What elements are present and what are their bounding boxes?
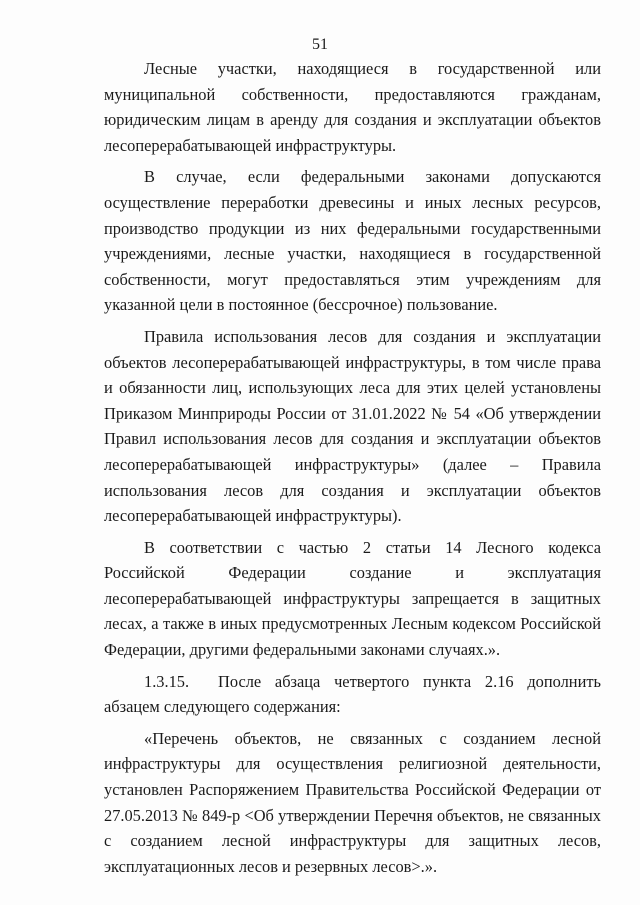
- page-number: 51: [312, 36, 328, 53]
- document-body: [104, 56, 601, 879]
- paragraph-quoted-amendment: «Перечень объектов, не связанных с созданием лесной инфраструктуры для осуществления религиозной деятельности, установлен Распоряжением Правительства Российской Федерации от 27.05.2013 № 849-р <Об утверждении Перечня объектов, не связанных с созданием лесной инфраструктуры для защитных лесов, эксплуатационных лесов и резервных лесов>.».: [104, 728, 601, 876]
- clause-number: 1.3.15.: [144, 671, 190, 691]
- clause-text: После абзаца четвертого пункта 2.16 дополнить абзацем следующего содержания:: [104, 671, 601, 717]
- paragraph-forest-lease: Лесные участки, находящиеся в государственной или муниципальной собственности, предоставляются гражданам, юридическим лицам в аренду для создания и эксплуатации объектов лесоперерабатывающей инфраструктуры.: [104, 59, 601, 155]
- paragraph-forest-code-article: В соответствии с частью 2 статьи 14 Лесного кодекса Российской Федерации создание и эксплуатация лесоперерабатывающей инфраструктуры запрещается в защитных лесах, а также в иных предусмотренных Лесным кодексом Российской Федерации, другими федеральными законами случаях.».: [104, 537, 601, 660]
- clause-paragraph: [104, 669, 601, 720]
- paragraph-state-institutions: В случае, если федеральными законами допускаются осуществление переработки древесины и иных лесных ресурсов, производство продукции из них федеральными государственными учреждениями, лесные участки, находящиеся в государственной собственности, могут предоставляться этим учреждениям для указанной цели в постоянное (бессрочное) пользование.: [104, 167, 601, 315]
- paragraph-rules-order: Правила использования лесов для создания и эксплуатации объектов лесоперерабатывающей инфраструктуры, в том числе права и обязанности лиц, использующих леса для этих целей установлены Приказом Минприроды России от 31.01.2022 № 54 «Об утверждении Правил использования лесов для создания и эксплуатации объектов лесоперерабатывающей инфраструктуры» (далее – Правила использования лесов для создания и эксплуатации объектов лесоперерабатывающей инфраструктуры).: [104, 326, 601, 526]
